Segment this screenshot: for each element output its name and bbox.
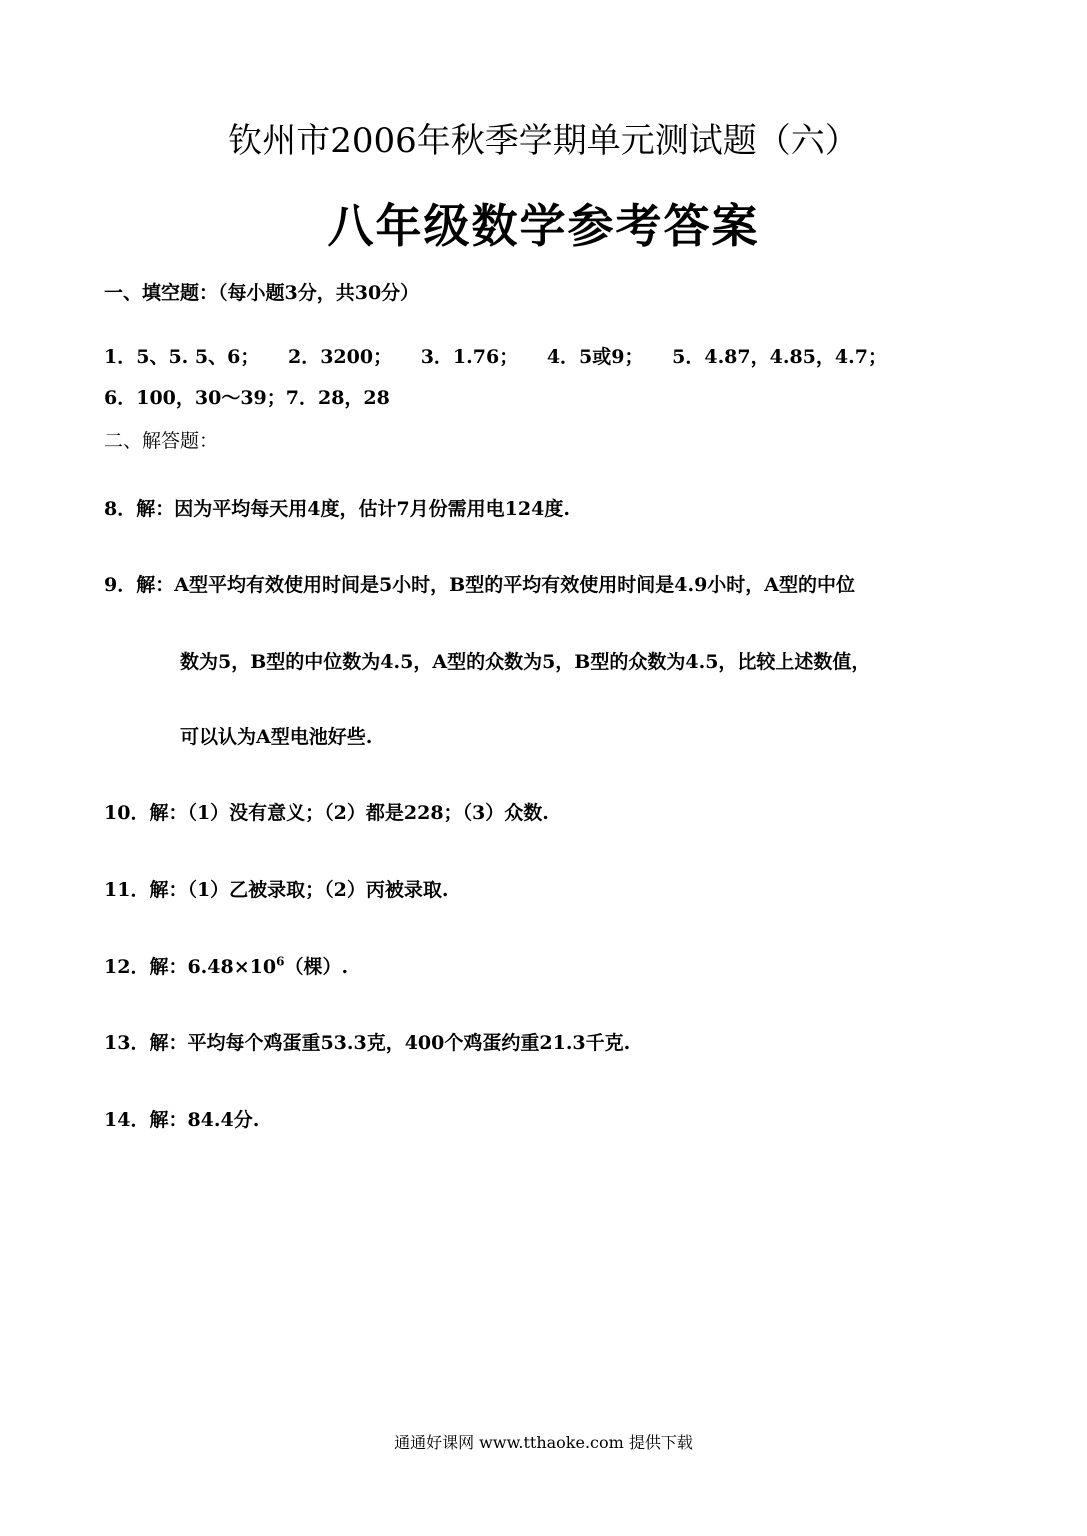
answer-12-prefix: 12．解：6.48×10 [104,956,277,978]
answer-9-line-1: 9．解：A型平均有效使用时间是5小时，B型的平均有效使用时间是4.9小时，A型的中位 [104,574,856,596]
answer-14: 14．解：84.4分. [104,1109,260,1131]
document-subtitle: 钦州市2006年秋季学期单元测试题（六） [228,121,859,161]
answer-2: 2．3200； [287,346,393,368]
answer-13: 13．解：平均每个鸡蛋重53.3克，400个鸡蛋约重21.3千克. [104,1032,631,1054]
answer-5: 5．4.87，4.85，4.7； [672,346,887,368]
answer-11: 11．解：（1）乙被录取；（2）丙被录取. [104,879,449,901]
fill-in-answers-row-2: 6．100，30～39；7．28，28 [104,387,390,409]
answer-12-suffix: （棵）. [284,956,349,978]
document-title: 八年级数学参考答案 [327,199,760,253]
answer-3: 3．1.76； [420,346,519,368]
answer-9-line-2: 数为5，B型的中位数为4.5，A型的众数为5，B型的众数为4.5，比较上述数值， [180,651,871,673]
answer-10: 10．解：（1）没有意义；（2）都是228；（3）众数. [104,802,549,824]
footer-credit: 通通好课网 www.tthaoke.com 提供下载 [394,1433,693,1452]
answer-12-exponent: 6 [276,954,285,969]
answer-8: 8．解：因为平均每天用4度，估计7月份需用电124度. [104,498,570,520]
answer-12 [104,952,348,979]
fill-in-answers-row-1 [104,342,909,369]
section-heading-fill-in: 一、填空题：（每小题3分，共30分） [104,282,420,304]
answer-4: 4．5或9； [546,346,644,368]
section-heading-solutions: 二、解答题： [104,430,219,452]
answer-1: 1．5、5. 5、6； [104,346,260,368]
answer-9-line-3: 可以认为A型电池好些. [180,726,373,748]
